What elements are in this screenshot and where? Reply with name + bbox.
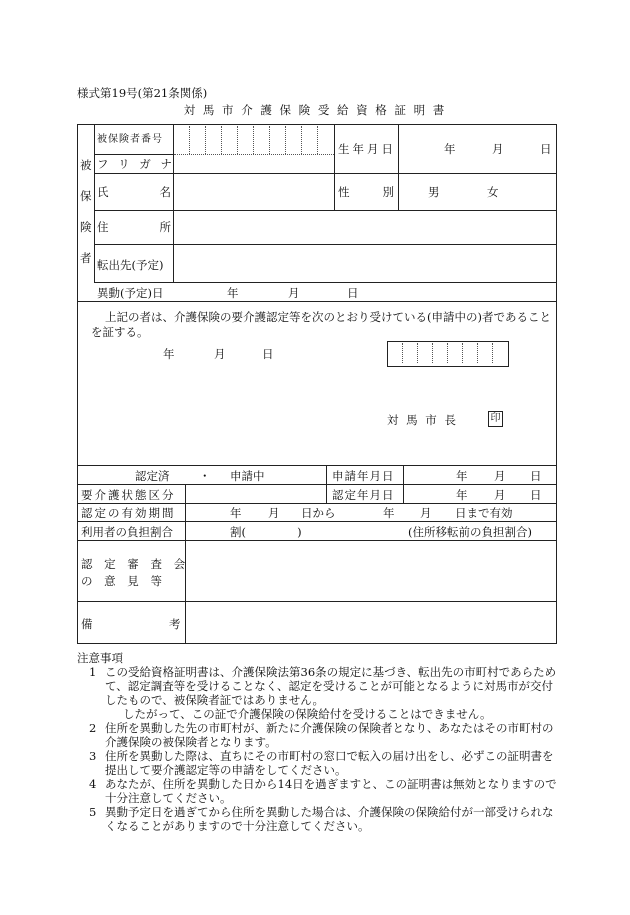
care-level-label: 要介護状態区分 (81, 488, 176, 502)
apply-day: 日 (530, 469, 542, 483)
note-5-num: 5 (89, 805, 97, 819)
committee-label-2: の 意 見 等 (81, 574, 166, 588)
sex-male[interactable]: 男 (428, 185, 440, 199)
note-2-num: 2 (89, 721, 97, 735)
side-label-1: 被 (80, 158, 92, 172)
cert-day: 日 (530, 488, 542, 502)
apply-year: 年 (456, 469, 468, 483)
page-title: 対 馬 市 介 護 保 険 受 給 資 格 証 明 書 (183, 103, 447, 117)
valid-to-day: 日まで有効 (455, 506, 513, 520)
insured-number-input[interactable] (174, 124, 334, 154)
sex-label: 性 別 (338, 185, 394, 199)
note-5-text: 異動予定日を過ぎてから住所を異動した場合は、介護保険の保険給付が一部受けられなくなることがありますので十分注意してください。 (105, 805, 554, 833)
apply-date-label: 申請年月日 (332, 469, 395, 483)
cert-year: 年 (456, 488, 468, 502)
burden-note: (住所移転前の負担割合) (408, 525, 532, 539)
form-number: 様式第19号(第21条関係) (77, 86, 208, 100)
transfer-day: 日 (347, 286, 359, 300)
transfer-date-label: 異動(予定)日 (97, 286, 164, 300)
certify-year: 年 (163, 347, 175, 361)
sex-female[interactable]: 女 (487, 185, 499, 199)
burden-label: 利用者の負担割合 (81, 525, 173, 539)
address-field[interactable] (174, 211, 556, 244)
address-label: 住 所 (97, 220, 171, 234)
certify-day: 日 (262, 347, 274, 361)
remarks-field[interactable] (186, 602, 556, 643)
certify-month: 月 (214, 347, 226, 361)
side-label-3: 険 (80, 220, 92, 234)
seal-mark: 印 (488, 411, 503, 427)
status-dot: ・ (199, 469, 211, 483)
name-field[interactable] (174, 174, 334, 210)
status-pending[interactable]: 申請中 (230, 469, 265, 483)
note-3-text: 住所を異動した際は、直ちにその市町村の窓口で転入の届け出をし、必ずこの証明書を提出して要介護認定等の申請をしてください。 (105, 749, 554, 777)
status-done[interactable]: 認定済 (135, 469, 170, 483)
cert-month: 月 (494, 488, 506, 502)
birth-day: 日 (540, 142, 552, 156)
burden-value[interactable]: 割( ) (230, 525, 302, 539)
note-4-num: 4 (89, 777, 97, 791)
valid-from-year: 年 (230, 506, 242, 520)
birth-month: 月 (492, 142, 504, 156)
note-1-continued: したがって、この証で介護保険の保険給付を受けることはできません。 (123, 707, 492, 721)
name-label: 氏 名 (97, 185, 171, 199)
side-label-2: 保 (80, 189, 92, 203)
furigana-label: フ リ ガ ナ (97, 157, 175, 171)
insured-number-label: 被保険者番号 (97, 134, 163, 145)
transfer-label: 転出先(予定) (97, 258, 164, 272)
valid-to-month: 月 (420, 506, 432, 520)
valid-from-day: 日から (301, 506, 336, 520)
note-1-num: 1 (89, 665, 97, 679)
valid-period-label: 認定の有効期間 (81, 506, 176, 520)
insurer-number-box[interactable] (387, 341, 509, 367)
committee-opinion-field[interactable] (186, 541, 556, 601)
care-level-field[interactable] (186, 485, 326, 503)
apply-month: 月 (494, 469, 506, 483)
remarks-label-2: 考 (169, 617, 181, 631)
note-1-text: この受給資格証明書は、介護保険法第36条の規定に基づき、転出先の市町村であらためて、認定調査等を受けることなく、認定を受けることが可能となるように対馬市が交付したもので、被保険者証ではありません。 (105, 665, 557, 707)
committee-label-1: 認 定 審 査 会 (81, 557, 190, 571)
remarks-label-1: 備 (81, 617, 93, 631)
notes-section (77, 651, 557, 833)
transfer-address-field[interactable] (174, 245, 556, 282)
mayor-label: 対 馬 市 長 (387, 413, 458, 427)
valid-from-month: 月 (268, 506, 280, 520)
note-4-text: あなたが、住所を異動した日から14日を過ぎますと、この証明書は無効となりますので十分注意してください。 (105, 777, 557, 805)
transfer-month: 月 (288, 286, 300, 300)
notes-heading: 注意事項 (77, 651, 123, 665)
note-3-num: 3 (89, 749, 97, 763)
birth-label: 生年月日 (338, 142, 396, 156)
side-label-4: 者 (80, 251, 92, 265)
note-2-text: 住所を異動した先の市町村が、新たに介護保険の保険者となり、あなたはその市町村の介護保険の被保険者となります。 (105, 721, 554, 749)
certify-text: 上記の者は、介護保険の要介護認定等を次のとおり受けている(申請中の)者であることを証する。 (91, 310, 551, 339)
cert-date-label: 認定年月日 (332, 488, 395, 502)
transfer-year: 年 (227, 286, 239, 300)
valid-to-year: 年 (383, 506, 395, 520)
birth-year: 年 (444, 142, 456, 156)
